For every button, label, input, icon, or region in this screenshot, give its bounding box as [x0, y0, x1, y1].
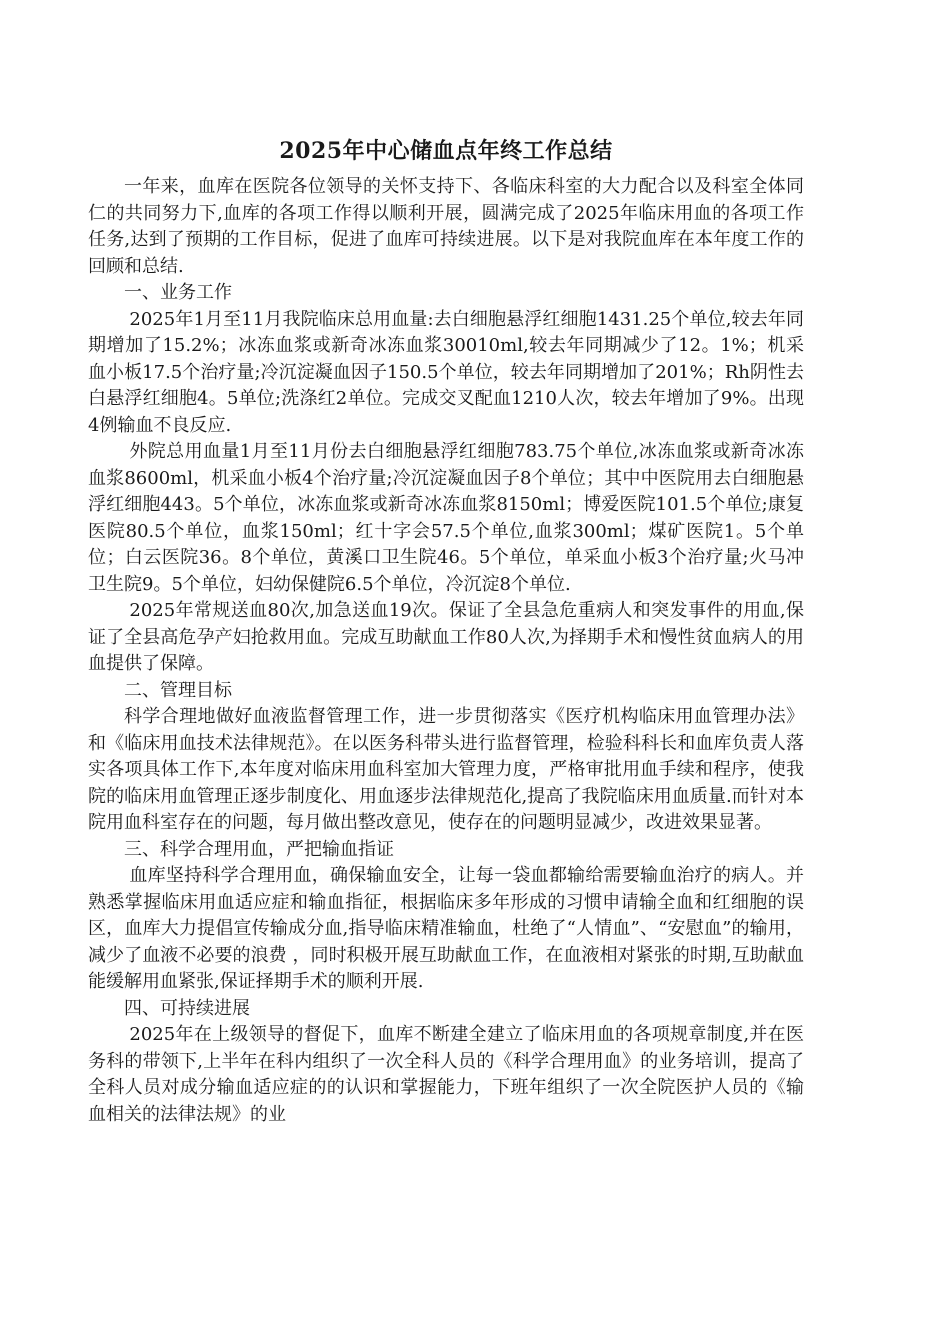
section-heading-sustainable: 四、可持续进展	[124, 997, 250, 1019]
document-title: 2025年中心储血点年终工作总结	[279, 138, 613, 164]
section-heading-business: 一、业务工作	[124, 282, 232, 303]
paragraph-sustainable: 2025年在上级领导的督促下，血库不断建全建立了临床用血的各项规章制度,并在医务科的带领下,上半年在科内组织了一次全科人员的《科学合理用血》的业务培训，提高了全科人员对成分输血适应症的的认识和掌握能力，下班年组织了一次全院医护人员的《输血相关的法律法规》的业	[88, 1024, 804, 1125]
section-heading-rational-use: 三、科学合理用血，严把输血指证	[124, 838, 394, 860]
document-body	[88, 134, 804, 1128]
paragraph-blood-usage: 2025年1月至11月我院临床总用血量:去白细胞悬浮红细胞1431.25个单位,较去年同期增加了15.2%；冰冻血浆或新奇冰冻血浆30010ml,较去年同期减少了12。1%；机采血小板17.5个治疗量;冷沉淀凝血因子150.5个单位，较去年同期增加了201%；Rh阴性去白悬浮红细胞4。5单位;洗涤红2单位。完成交叉配血1210人次，较去年增加了9%。出现4例输血不良反应.	[88, 308, 804, 436]
section-heading-management: 二、管理目标	[124, 679, 232, 701]
paragraph-rational-use: 血库坚持科学合理用血，确保输血安全，让每一袋血都输给需要输血治疗的病人。并熟悉掌握临床用血适应症和输血指征，根据临床多年形成的习惯申请输全血和红细胞的误区，血库大力提倡宣传输成分血,指导临床精准输血，杜绝了“人情血”、“安慰血”的输用，减少了血液不必要的浪费 ，同时积极开展互助献血工作，在血液相对紧张的时期,互助献血能缓解用血紧张,保证择期手术的顺利开展.	[88, 865, 804, 992]
paragraph-delivery: 2025年常规送血80次,加急送血19次。保证了全县急危重病人和突发事件的用血,保证了全县高危孕产妇抢救用血。完成互助献血工作80人次,为择期手术和慢性贫血病人的用血提供了保障。	[88, 600, 804, 674]
intro-paragraph: 一年来，血库在医院各位领导的关怀支持下、各临床科室的大力配合以及科室全体同仁的共同努力下,血库的各项工作得以顺利开展，圆满完成了2025年临床用血的各项工作任务,达到了预期的工作目标，促进了血库可持续进展。以下是对我院血库在本年度工作的回顾和总结.	[88, 176, 804, 277]
paragraph-management: 科学合理地做好血液监督管理工作，进一步贯彻落实《医疗机构临床用血管理办法》和《临床用血技术法律规范》。在以医务科带头进行监督管理，检验科科长和血库负责人落实各项具体工作下,本年度对临床用血科室加大管理力度，严格审批用血手续和程序，使我院的临床用血管理正逐步制度化、用血逐步法律规范化,提高了我院临床用血质量.而针对本院用血科室存在的问题，每月做出整改意见，使存在的问题明显减少，改进效果显著。	[88, 706, 804, 833]
paragraph-external-usage: 外院总用血量1月至11月份去白细胞悬浮红细胞783.75个单位,冰冻血浆或新奇冰冻血浆8600ml，机采血小板4个治疗量;冷沉淀凝血因子8个单位；其中中医院用去白细胞悬浮红细胞443。5个单位，冰冻血浆或新奇冰冻血浆8150ml；博爱医院101.5个单位;康复医院80.5个单位，血浆150ml；红十字会57.5个单位,血浆300ml；煤矿医院1。5个单位；白云医院36。8个单位，黄溪口卫生院46。5个单位，单采血小板3个治疗量;火马冲卫生院9。5个单位，妇幼保健院6.5个单位，冷沉淀8个单位.	[88, 441, 804, 595]
